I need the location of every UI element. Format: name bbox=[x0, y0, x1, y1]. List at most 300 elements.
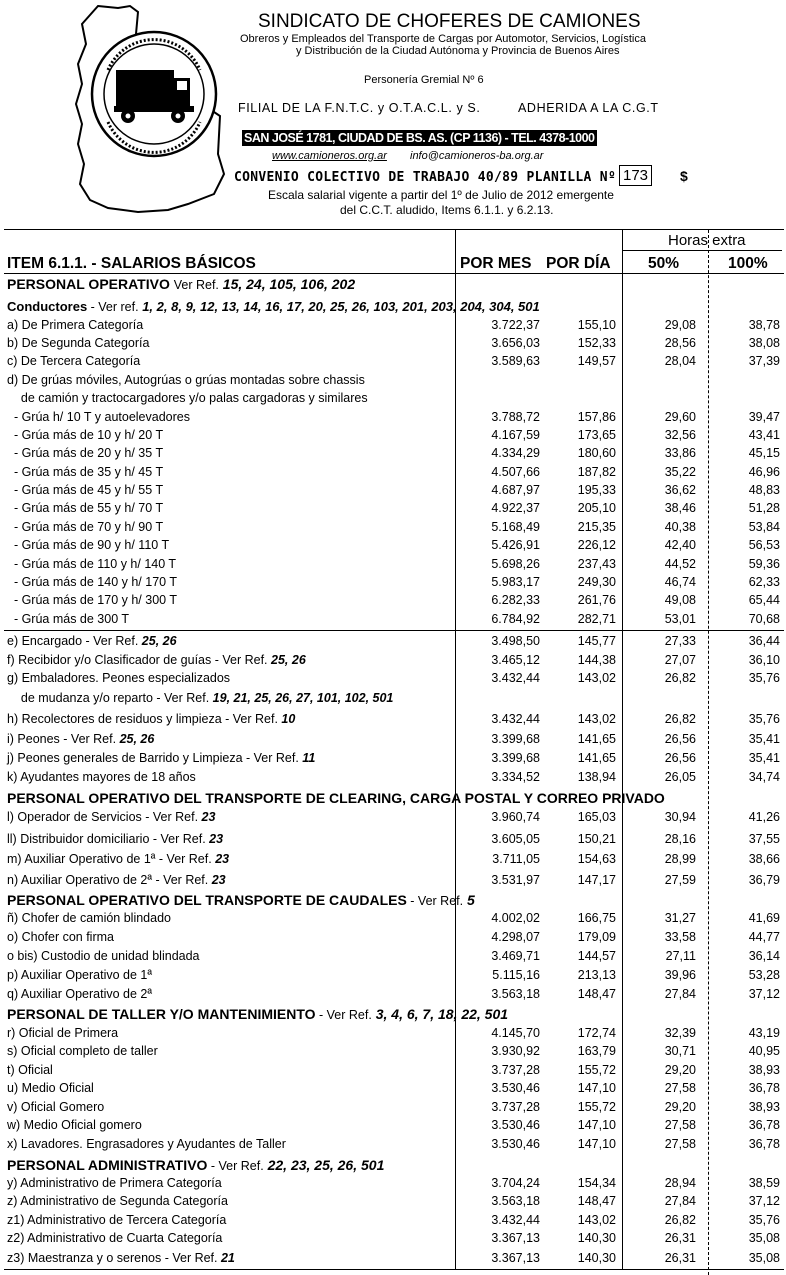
cell-horas-50: 35,22 bbox=[664, 465, 696, 479]
cell-horas-50: 30,71 bbox=[664, 1044, 696, 1058]
cell-horas-100: 36,78 bbox=[748, 1137, 780, 1151]
table-row bbox=[0, 930, 786, 948]
cell-por-mes: 3.399,68 bbox=[491, 732, 540, 746]
cell-horas-100: 36,44 bbox=[748, 634, 780, 648]
table-row bbox=[0, 373, 786, 391]
table-row bbox=[0, 832, 786, 850]
row-label-text: q) Auxiliar Operativo de 2ª bbox=[7, 987, 152, 1001]
cell-por-dia: 147,10 bbox=[577, 1137, 616, 1151]
row-label-text: w) Medio Oficial gomero bbox=[7, 1118, 142, 1132]
personeria-gremial: Personería Gremial Nº 6 bbox=[364, 74, 484, 86]
cell-por-dia: 172,74 bbox=[577, 1026, 616, 1040]
cell-horas-50: 53,01 bbox=[664, 612, 696, 626]
cell-horas-50: 27,58 bbox=[664, 1137, 696, 1151]
cell-por-mes: 3.589,63 bbox=[491, 354, 540, 368]
cell-por-mes: 4.507,66 bbox=[491, 465, 540, 479]
cell-por-mes: 3.605,05 bbox=[491, 832, 540, 846]
row-label-text: - Grúa más de 20 y h/ 35 T bbox=[7, 446, 164, 460]
cell-por-dia: 187,82 bbox=[577, 465, 616, 479]
table-row bbox=[0, 911, 786, 929]
row-label-text: j) Peones generales de Barrido y Limpieza - Ver Ref. bbox=[7, 751, 303, 765]
section-refs: 5 bbox=[467, 892, 475, 908]
cell-horas-50: 26,82 bbox=[664, 712, 696, 726]
cell-por-mes: 3.465,12 bbox=[491, 653, 540, 667]
row-refs: 23 bbox=[211, 873, 226, 887]
row-label-text: - Grúa más de 170 y h/ 300 T bbox=[7, 593, 177, 607]
table-row bbox=[0, 1044, 786, 1062]
cell-horas-100: 38,93 bbox=[748, 1100, 780, 1114]
cell-por-dia: 147,17 bbox=[577, 873, 616, 887]
cell-horas-50: 26,31 bbox=[664, 1251, 696, 1265]
cell-horas-100: 59,36 bbox=[748, 557, 780, 571]
row-label-text: l) Operador de Servicios - Ver Ref. bbox=[7, 810, 202, 824]
row-label-text: m) Auxiliar Operativo de 1ª - Ver Ref. bbox=[7, 852, 216, 866]
row-label bbox=[7, 873, 226, 887]
cell-por-mes: 5.168,49 bbox=[491, 520, 540, 534]
table-row bbox=[0, 593, 786, 611]
table-row bbox=[0, 968, 786, 986]
cell-por-mes: 3.530,46 bbox=[491, 1137, 540, 1151]
cell-por-dia: 179,09 bbox=[577, 930, 616, 944]
row-label bbox=[7, 593, 177, 607]
row-label-text: z1) Administrativo de Tercera Categoría bbox=[7, 1213, 227, 1227]
escala-line-2: del C.C.T. aludido, Items 6.1.1. y 6.2.13. bbox=[340, 203, 554, 217]
convenio-title: CONVENIO COLECTIVO DE TRABAJO 40/89 PLANILLA Nº bbox=[234, 170, 616, 185]
table-row bbox=[0, 336, 786, 354]
row-label bbox=[7, 410, 190, 424]
cell-horas-100: 38,93 bbox=[748, 1063, 780, 1077]
row-refs: 25, 26 bbox=[141, 634, 177, 648]
cell-horas-100: 65,44 bbox=[748, 593, 780, 607]
row-label bbox=[7, 832, 223, 846]
row-label bbox=[7, 575, 177, 589]
cell-horas-50: 36,62 bbox=[664, 483, 696, 497]
row-label bbox=[7, 428, 163, 442]
row-label bbox=[7, 612, 129, 626]
row-label-text: z3) Maestranza y o serenos - Ver Ref. bbox=[7, 1251, 221, 1265]
row-label-text: p) Auxiliar Operativo de 1ª bbox=[7, 968, 152, 982]
currency-symbol: $ bbox=[680, 168, 688, 184]
row-label bbox=[7, 446, 163, 460]
row-refs: 19, 21, 25, 26, 27, 101, 102, 501 bbox=[212, 691, 394, 705]
row-refs: 23 bbox=[215, 852, 230, 866]
cell-horas-100: 39,47 bbox=[748, 410, 780, 424]
cell-por-dia: 157,86 bbox=[577, 410, 616, 424]
cell-por-mes: 3.530,46 bbox=[491, 1081, 540, 1095]
table-row bbox=[0, 391, 786, 409]
row-label bbox=[7, 391, 368, 405]
cell-horas-50: 29,08 bbox=[664, 318, 696, 332]
row-label-text: s) Oficial completo de taller bbox=[7, 1044, 158, 1058]
col-header-50: 50% bbox=[648, 255, 680, 272]
cell-por-dia: 152,33 bbox=[577, 336, 616, 350]
cell-por-mes: 5.426,91 bbox=[491, 538, 540, 552]
cell-por-mes: 3.432,44 bbox=[491, 671, 540, 685]
cell-por-mes: 5.698,26 bbox=[491, 557, 540, 571]
escala-line-1: Escala salarial vigente a partir del 1º de Julio de 2012 emergente bbox=[268, 188, 614, 202]
cell-horas-100: 40,95 bbox=[748, 1044, 780, 1058]
table-row bbox=[0, 1176, 786, 1194]
cell-horas-100: 53,84 bbox=[748, 520, 780, 534]
row-label bbox=[7, 1100, 104, 1114]
row-label bbox=[7, 1176, 222, 1190]
table-bottom-rule bbox=[4, 1269, 784, 1270]
union-subtitle-1: Obreros y Empleados del Transporte de Cargas por Automotor, Servicios, Logística bbox=[240, 33, 646, 45]
cell-por-mes: 3.930,92 bbox=[491, 1044, 540, 1058]
section-title: PERSONAL OPERATIVO DEL TRANSPORTE DE CAUDALES bbox=[7, 892, 407, 908]
row-label-text: z) Administrativo de Segunda Categoría bbox=[7, 1194, 228, 1208]
row-label-text: - Grúa más de 10 y h/ 20 T bbox=[7, 428, 164, 442]
cell-horas-100: 38,08 bbox=[748, 336, 780, 350]
row-label-text: de mudanza y/o reparto - Ver Ref. bbox=[7, 691, 213, 705]
row-label-text: t) Oficial bbox=[7, 1063, 53, 1077]
cell-horas-100: 62,33 bbox=[748, 575, 780, 589]
cell-por-dia: 148,47 bbox=[577, 1194, 616, 1208]
row-label-text: - Grúa más de 55 y h/ 70 T bbox=[7, 501, 164, 515]
cell-por-mes: 3.563,18 bbox=[491, 987, 540, 1001]
row-label bbox=[7, 336, 149, 350]
cell-por-mes: 3.531,97 bbox=[491, 873, 540, 887]
row-label-text: - Grúa más de 140 y h/ 170 T bbox=[7, 575, 177, 589]
row-label bbox=[7, 1194, 228, 1208]
table-row bbox=[0, 465, 786, 483]
row-label bbox=[7, 852, 229, 866]
cell-por-dia: 173,65 bbox=[577, 428, 616, 442]
cell-horas-50: 27,58 bbox=[664, 1081, 696, 1095]
cell-horas-50: 28,94 bbox=[664, 1176, 696, 1190]
row-label-text: - Grúa más de 90 y h/ 110 T bbox=[7, 538, 170, 552]
cell-horas-100: 41,26 bbox=[748, 810, 780, 824]
col-header-por-mes: POR MES bbox=[460, 255, 532, 272]
cell-por-dia: 138,94 bbox=[577, 770, 616, 784]
cell-por-dia: 213,13 bbox=[577, 968, 616, 982]
row-label-text: x) Lavadores. Engrasadores y Ayudantes de Taller bbox=[7, 1137, 286, 1151]
section-ref-note: - Ver Ref. bbox=[207, 1159, 264, 1173]
cell-por-mes: 3.737,28 bbox=[491, 1100, 540, 1114]
row-label bbox=[7, 653, 306, 667]
row-label-text: ll) Distribuidor domiciliario - Ver Ref. bbox=[7, 832, 210, 846]
row-label-text: - Grúa h/ 10 T y autoelevadores bbox=[7, 410, 190, 424]
cell-por-dia: 143,02 bbox=[577, 1213, 616, 1227]
table-row bbox=[0, 410, 786, 428]
row-label bbox=[7, 1231, 222, 1245]
table-header-rule bbox=[4, 273, 784, 274]
cell-horas-50: 32,39 bbox=[664, 1026, 696, 1040]
table-row bbox=[0, 538, 786, 556]
row-label-text: de camión y tractocargadores y/o palas cargadoras y similares bbox=[7, 391, 368, 405]
cell-horas-50: 32,56 bbox=[664, 428, 696, 442]
row-label bbox=[7, 751, 315, 765]
cell-horas-100: 36,78 bbox=[748, 1081, 780, 1095]
cell-horas-100: 38,66 bbox=[748, 852, 780, 866]
cell-por-mes: 6.784,92 bbox=[491, 612, 540, 626]
cell-horas-100: 35,41 bbox=[748, 732, 780, 746]
row-label bbox=[7, 1118, 142, 1132]
row-label-text: k) Ayudantes mayores de 18 años bbox=[7, 770, 196, 784]
cell-por-dia: 180,60 bbox=[577, 446, 616, 460]
table-row bbox=[0, 852, 786, 870]
table-row bbox=[0, 634, 786, 652]
cell-horas-100: 44,77 bbox=[748, 930, 780, 944]
union-subtitle-2: y Distribución de la Ciudad Autónoma y Provincia de Buenos Aires bbox=[296, 45, 620, 57]
email-link[interactable]: info@camioneros-ba.org.ar bbox=[410, 150, 544, 162]
address-bar: SAN JOSÉ 1781, CIUDAD DE BS. AS. (CP 1136) - TEL. 4378-1000 bbox=[244, 131, 595, 145]
row-label bbox=[7, 930, 114, 944]
cell-por-mes: 4.922,37 bbox=[491, 501, 540, 515]
cell-horas-100: 43,19 bbox=[748, 1026, 780, 1040]
table-row bbox=[0, 770, 786, 788]
table-row bbox=[0, 501, 786, 519]
row-label bbox=[7, 1026, 118, 1040]
table-row bbox=[0, 873, 786, 891]
cell-por-mes: 3.432,44 bbox=[491, 712, 540, 726]
website-link[interactable]: www.camioneros.org.ar bbox=[272, 150, 387, 162]
table-row bbox=[0, 483, 786, 501]
row-label-text: - Grúa más de 300 T bbox=[7, 612, 130, 626]
table-row bbox=[0, 1081, 786, 1099]
cell-horas-50: 26,56 bbox=[664, 732, 696, 746]
table-row bbox=[0, 612, 786, 630]
cell-horas-50: 29,20 bbox=[664, 1100, 696, 1114]
row-label-text: b) De Segunda Categoría bbox=[7, 336, 150, 350]
row-label-text: n) Auxiliar Operativo de 2ª - Ver Ref. bbox=[7, 873, 212, 887]
table-row bbox=[0, 1251, 786, 1269]
row-label bbox=[7, 318, 143, 332]
cell-por-mes: 3.367,13 bbox=[491, 1231, 540, 1245]
section-refs: 22, 23, 25, 26, 501 bbox=[267, 1157, 385, 1173]
row-label bbox=[7, 634, 177, 648]
row-refs: 25, 26 bbox=[271, 653, 306, 667]
cell-horas-100: 35,76 bbox=[748, 712, 780, 726]
row-label-text: - Grúa más de 45 y h/ 55 T bbox=[7, 483, 164, 497]
row-refs: 10 bbox=[281, 712, 296, 726]
row-label bbox=[7, 691, 393, 705]
cell-por-dia: 155,72 bbox=[577, 1100, 616, 1114]
cell-por-mes: 3.399,68 bbox=[491, 751, 540, 765]
cell-horas-100: 37,12 bbox=[748, 1194, 780, 1208]
row-label bbox=[7, 557, 176, 571]
row-label-text: i) Peones - Ver Ref. bbox=[7, 732, 120, 746]
cell-por-mes: 3.722,37 bbox=[491, 318, 540, 332]
table-row bbox=[0, 354, 786, 372]
cell-por-dia: 145,77 bbox=[577, 634, 616, 648]
section-ref-note: - Ver Ref. bbox=[315, 1008, 372, 1022]
row-label-text: - Grúa más de 110 y h/ 140 T bbox=[7, 557, 177, 571]
table-row bbox=[0, 1118, 786, 1136]
table-row bbox=[0, 671, 786, 689]
row-label bbox=[7, 1137, 286, 1151]
cell-por-mes: 3.656,03 bbox=[491, 336, 540, 350]
section-personal-operativo bbox=[7, 276, 355, 292]
cell-horas-100: 43,41 bbox=[748, 428, 780, 442]
cell-horas-50: 33,86 bbox=[664, 446, 696, 460]
table-row bbox=[0, 691, 786, 709]
cell-horas-100: 35,08 bbox=[748, 1231, 780, 1245]
table-row bbox=[0, 1063, 786, 1081]
cell-horas-50: 44,52 bbox=[664, 557, 696, 571]
row-label-text: ñ) Chofer de camión blindado bbox=[7, 911, 171, 925]
cell-por-mes: 3.498,50 bbox=[491, 634, 540, 648]
row-label bbox=[7, 712, 295, 726]
section-refs: 15, 24, 105, 106, 202 bbox=[222, 276, 356, 292]
cell-por-dia: 154,63 bbox=[577, 852, 616, 866]
row-label-text: y) Administrativo de Primera Categoría bbox=[7, 1176, 222, 1190]
cell-horas-50: 26,82 bbox=[664, 671, 696, 685]
cell-por-dia: 154,34 bbox=[577, 1176, 616, 1190]
row-label-text: h) Recolectores de residuos y limpieza - Ver Ref. bbox=[7, 712, 282, 726]
section-ref-note: - Ver Ref. bbox=[406, 894, 464, 908]
cell-horas-100: 36,79 bbox=[748, 873, 780, 887]
cell-por-mes: 3.711,05 bbox=[492, 852, 540, 866]
table-row bbox=[0, 1137, 786, 1155]
section-ref-note: Ver Ref. bbox=[173, 278, 219, 292]
cell-por-dia: 195,33 bbox=[577, 483, 616, 497]
adherida-text: ADHERIDA A LA C.G.T bbox=[518, 101, 659, 115]
cell-por-dia: 140,30 bbox=[577, 1231, 616, 1245]
cell-horas-50: 26,82 bbox=[664, 1213, 696, 1227]
cell-horas-100: 38,59 bbox=[748, 1176, 780, 1190]
cell-horas-50: 49,08 bbox=[664, 593, 696, 607]
cell-horas-100: 53,28 bbox=[748, 968, 780, 982]
section-divider bbox=[4, 630, 784, 631]
cell-horas-50: 30,94 bbox=[664, 810, 696, 824]
cell-por-mes: 4.002,02 bbox=[491, 911, 540, 925]
row-label bbox=[7, 732, 154, 746]
row-label bbox=[7, 671, 230, 685]
cell-horas-100: 36,14 bbox=[748, 949, 780, 963]
table-row bbox=[0, 428, 786, 446]
table-row bbox=[0, 575, 786, 593]
cell-por-mes: 5.983,17 bbox=[491, 575, 540, 589]
document-header bbox=[0, 0, 786, 230]
cell-horas-100: 35,41 bbox=[748, 751, 780, 765]
cell-horas-100: 46,96 bbox=[748, 465, 780, 479]
table-top-rule bbox=[4, 229, 784, 230]
cell-horas-100: 48,83 bbox=[748, 483, 780, 497]
cell-horas-50: 38,46 bbox=[664, 501, 696, 515]
cell-por-dia: 261,76 bbox=[577, 593, 616, 607]
cell-horas-100: 45,15 bbox=[748, 446, 780, 460]
row-label bbox=[7, 968, 152, 982]
cell-horas-50: 27,58 bbox=[664, 1118, 696, 1132]
row-refs: 23 bbox=[201, 810, 216, 824]
section-title: PERSONAL OPERATIVO bbox=[7, 276, 170, 292]
row-label bbox=[7, 949, 200, 963]
cell-por-mes: 3.563,18 bbox=[491, 1194, 540, 1208]
cell-por-mes: 6.282,33 bbox=[491, 593, 540, 607]
cell-por-dia: 143,02 bbox=[577, 712, 616, 726]
section-clearing bbox=[7, 790, 665, 806]
section-administrativo bbox=[7, 1157, 384, 1173]
cell-horas-50: 33,58 bbox=[664, 930, 696, 944]
row-label-text: z2) Administrativo de Cuarta Categoría bbox=[7, 1231, 223, 1245]
cell-horas-100: 36,78 bbox=[748, 1118, 780, 1132]
table-row bbox=[0, 1026, 786, 1044]
cell-por-mes: 4.334,29 bbox=[491, 446, 540, 460]
row-label bbox=[7, 1081, 94, 1095]
cell-por-dia: 140,30 bbox=[577, 1251, 616, 1265]
row-label bbox=[7, 1063, 53, 1077]
cell-por-mes: 4.298,07 bbox=[491, 930, 540, 944]
cell-horas-50: 39,96 bbox=[664, 968, 696, 982]
cell-horas-100: 35,08 bbox=[748, 1251, 780, 1265]
cell-horas-50: 27,11 bbox=[665, 949, 696, 963]
row-label bbox=[7, 373, 365, 387]
cell-horas-50: 27,33 bbox=[664, 634, 696, 648]
table-row bbox=[0, 1213, 786, 1231]
section-refs: 1, 2, 8, 9, 12, 13, 14, 16, 17, 20, 25, 26, 103, 201, 203, 204, 304, 501 bbox=[142, 299, 540, 314]
section-ref-note: - Ver ref. bbox=[87, 300, 139, 314]
cell-horas-50: 26,56 bbox=[664, 751, 696, 765]
row-label bbox=[7, 483, 163, 497]
row-label-text: v) Oficial Gomero bbox=[7, 1100, 105, 1114]
row-refs: 25, 26 bbox=[119, 732, 155, 746]
cell-por-mes: 3.530,46 bbox=[491, 1118, 540, 1132]
row-label bbox=[7, 501, 163, 515]
section-caudales bbox=[7, 892, 475, 908]
row-label-text: r) Oficial de Primera bbox=[7, 1026, 119, 1040]
row-label bbox=[7, 465, 163, 479]
col-header-por-dia: POR DÍA bbox=[546, 255, 611, 272]
table-row bbox=[0, 732, 786, 750]
cell-por-mes: 3.788,72 bbox=[491, 410, 540, 424]
cell-horas-50: 28,16 bbox=[664, 832, 696, 846]
table-row bbox=[0, 810, 786, 828]
cell-por-dia: 165,03 bbox=[577, 810, 616, 824]
cell-horas-50: 42,40 bbox=[664, 538, 696, 552]
row-label-text: g) Embaladores. Peones especializados bbox=[7, 671, 231, 685]
cell-horas-100: 56,53 bbox=[748, 538, 780, 552]
row-label bbox=[7, 538, 169, 552]
row-refs: 21 bbox=[220, 1251, 235, 1265]
union-title: SINDICATO DE CHOFERES DE CAMIONES bbox=[258, 11, 641, 32]
planilla-number-box: 173 bbox=[619, 165, 652, 186]
cell-por-mes: 3.367,13 bbox=[491, 1251, 540, 1265]
row-label-text: - Grúa más de 70 y h/ 90 T bbox=[7, 520, 164, 534]
table-row bbox=[0, 987, 786, 1005]
cell-horas-50: 28,56 bbox=[664, 336, 696, 350]
table-row bbox=[0, 1194, 786, 1212]
cell-por-dia: 249,30 bbox=[577, 575, 616, 589]
cell-por-dia: 282,71 bbox=[577, 612, 616, 626]
row-label bbox=[7, 770, 196, 784]
row-label bbox=[7, 987, 152, 1001]
cell-por-dia: 215,35 bbox=[577, 520, 616, 534]
horas-extra-header: Horas extra bbox=[668, 232, 746, 249]
row-refs: 11 bbox=[302, 751, 316, 765]
cell-por-mes: 4.145,70 bbox=[491, 1026, 540, 1040]
cell-por-mes: 3.432,44 bbox=[491, 1213, 540, 1227]
cell-horas-50: 40,38 bbox=[664, 520, 696, 534]
row-label bbox=[7, 1251, 235, 1265]
cell-por-dia: 148,47 bbox=[577, 987, 616, 1001]
filial-text: FILIAL DE LA F.N.T.C. y O.T.A.C.L. y S. bbox=[238, 101, 481, 115]
row-label-text: - Grúa más de 35 y h/ 45 T bbox=[7, 465, 164, 479]
cell-horas-100: 37,12 bbox=[748, 987, 780, 1001]
cell-por-mes: 3.334,52 bbox=[491, 770, 540, 784]
row-label bbox=[7, 1213, 226, 1227]
row-label bbox=[7, 810, 215, 824]
row-label-text: e) Encargado - Ver Ref. bbox=[7, 634, 142, 648]
cell-por-dia: 155,72 bbox=[577, 1063, 616, 1077]
cell-horas-50: 27,07 bbox=[664, 653, 696, 667]
row-label-text: f) Recibidor y/o Clasificador de guías - Ver Ref. bbox=[7, 653, 272, 667]
cell-por-dia: 144,38 bbox=[577, 653, 616, 667]
table-row bbox=[0, 520, 786, 538]
cell-por-dia: 144,57 bbox=[577, 949, 616, 963]
cell-horas-100: 34,74 bbox=[748, 770, 780, 784]
row-label-text: a) De Primera Categoría bbox=[7, 318, 144, 332]
